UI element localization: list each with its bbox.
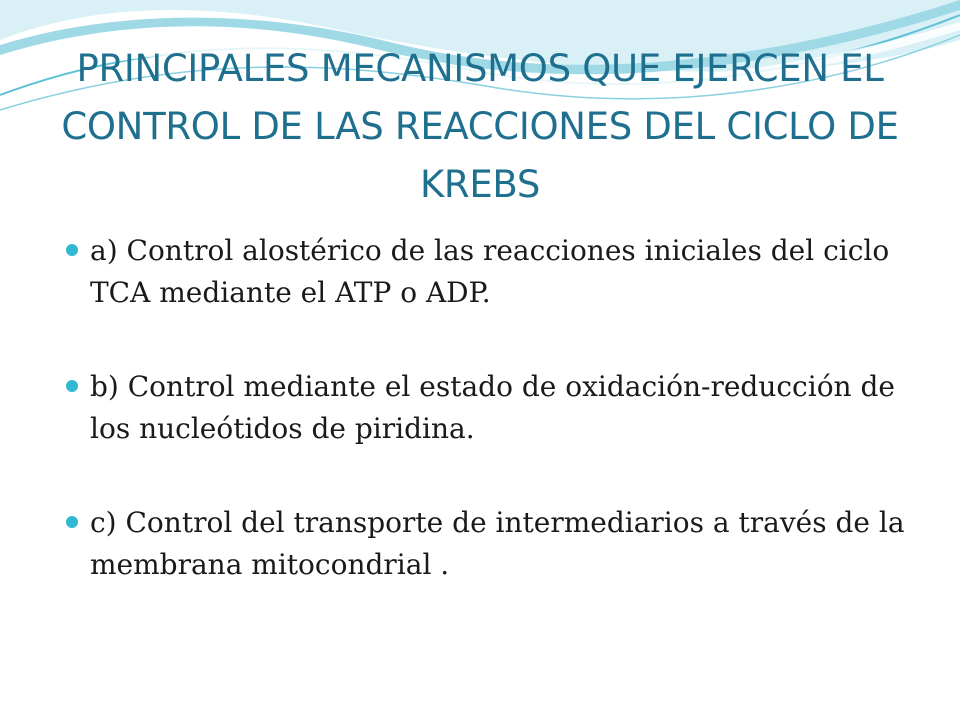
bullet-item-a (64, 230, 910, 314)
bullet-text: b) Control mediante el estado de oxidación-reducción de los nucleótidos de piridina. (90, 370, 895, 445)
bullet-dot-icon (66, 380, 78, 392)
bullet-item-b (64, 366, 910, 450)
bullet-text: a) Control alostérico de las reacciones iniciales del ciclo TCA mediante el ATP o ADP. (90, 234, 890, 309)
slide-title: PRINCIPALES MECANISMOS QUE EJERCEN EL CONTROL DE LAS REACCIONES DEL CICLO DE KREBS (61, 47, 899, 206)
bullet-text: c) Control del transporte de intermediarios a través de la membrana mitocondrial . (90, 506, 905, 581)
bullet-dot-icon (66, 516, 78, 528)
bullet-dot-icon (66, 244, 78, 256)
bullet-list (64, 230, 910, 638)
bullet-item-c (64, 502, 910, 586)
